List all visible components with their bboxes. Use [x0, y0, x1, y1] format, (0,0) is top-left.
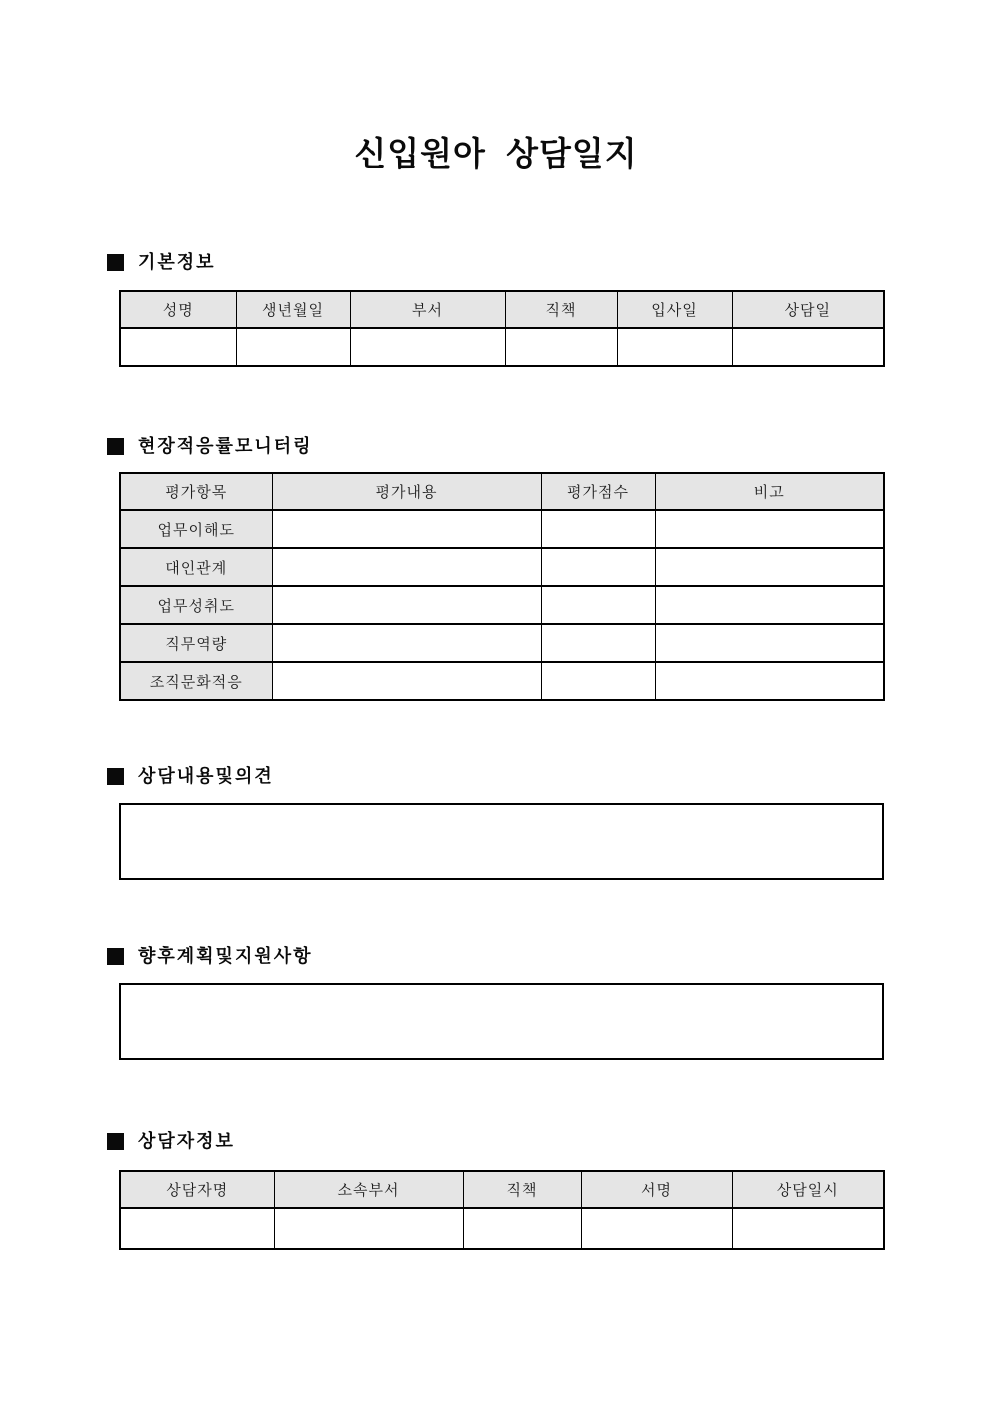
section-header-counseling-notes: [107, 764, 274, 788]
input-cell-eval-content[interactable]: [272, 624, 541, 662]
table-row: [120, 662, 884, 700]
table-header-row: [120, 291, 884, 328]
column-header-position: 직책: [505, 291, 617, 328]
column-header-counselor-department: 소속부서: [274, 1171, 463, 1208]
column-header-remarks: 비고: [655, 473, 884, 510]
column-header-counsel-date: 상담일: [732, 291, 884, 328]
input-cell-counsel-date[interactable]: [732, 328, 884, 366]
table-row: [120, 624, 884, 662]
table-header-row: [120, 1171, 884, 1208]
input-cell-remarks[interactable]: [655, 510, 884, 548]
section-header-monitoring: [107, 434, 313, 458]
row-label-job-competency: 직무역량: [120, 624, 272, 662]
table-row: [120, 328, 884, 366]
row-label-work-understanding: 업무이해도: [120, 510, 272, 548]
table-row: [120, 510, 884, 548]
monitoring-table: [119, 472, 885, 701]
input-cell-eval-score[interactable]: [541, 510, 655, 548]
section-label-monitoring: 현장적응률모니터링: [138, 436, 313, 456]
table-row: [120, 586, 884, 624]
input-cell-hire-date[interactable]: [617, 328, 732, 366]
section-bullet-icon: [107, 768, 124, 785]
row-label-culture-adaptation: 조직문화적응: [120, 662, 272, 700]
section-bullet-icon: [107, 948, 124, 965]
column-header-eval-item: 평가항목: [120, 473, 272, 510]
section-label-counselor-info: 상담자정보: [138, 1131, 235, 1151]
row-label-interpersonal: 대인관계: [120, 548, 272, 586]
input-cell-counsel-datetime[interactable]: [732, 1208, 884, 1249]
input-cell-eval-content[interactable]: [272, 662, 541, 700]
input-cell-eval-score[interactable]: [541, 548, 655, 586]
column-header-department: 부서: [350, 291, 505, 328]
input-cell-eval-score[interactable]: [541, 586, 655, 624]
column-header-counsel-datetime: 상담일시: [732, 1171, 884, 1208]
column-header-eval-score: 평가점수: [541, 473, 655, 510]
input-cell-department[interactable]: [350, 328, 505, 366]
document-title: 신입원아 상담일지: [354, 135, 638, 172]
section-label-future-plans: 향후계획및지원사항: [138, 946, 313, 966]
row-label-work-achievement: 업무성취도: [120, 586, 272, 624]
input-cell-remarks[interactable]: [655, 548, 884, 586]
input-cell-remarks[interactable]: [655, 586, 884, 624]
input-cell-signature[interactable]: [581, 1208, 732, 1249]
column-header-hire-date: 입사일: [617, 291, 732, 328]
input-cell-remarks[interactable]: [655, 624, 884, 662]
input-cell-birthdate[interactable]: [236, 328, 350, 366]
column-header-name: 성명: [120, 291, 236, 328]
input-cell-eval-score[interactable]: [541, 624, 655, 662]
input-cell-eval-content[interactable]: [272, 548, 541, 586]
counseling-notes-box[interactable]: [119, 803, 884, 880]
input-cell-remarks[interactable]: [655, 662, 884, 700]
column-header-signature: 서명: [581, 1171, 732, 1208]
section-header-counselor-info: [107, 1129, 235, 1153]
section-label-counseling-notes: 상담내용및의견: [138, 766, 274, 786]
column-header-birthdate: 생년월일: [236, 291, 350, 328]
input-cell-eval-score[interactable]: [541, 662, 655, 700]
input-cell-counselor-department[interactable]: [274, 1208, 463, 1249]
input-cell-counselor-name[interactable]: [120, 1208, 274, 1249]
input-cell-name[interactable]: [120, 328, 236, 366]
column-header-counselor-position: 직책: [463, 1171, 581, 1208]
column-header-eval-content: 평가내용: [272, 473, 541, 510]
future-plans-box[interactable]: [119, 983, 884, 1060]
section-bullet-icon: [107, 438, 124, 455]
input-cell-counselor-position[interactable]: [463, 1208, 581, 1249]
counselor-info-table: [119, 1170, 885, 1250]
input-cell-position[interactable]: [505, 328, 617, 366]
section-bullet-icon: [107, 1133, 124, 1150]
column-header-counselor-name: 상담자명: [120, 1171, 274, 1208]
table-row: [120, 548, 884, 586]
section-header-future-plans: [107, 944, 313, 968]
table-row: [120, 1208, 884, 1249]
section-label-basic-info: 기본정보: [138, 252, 216, 272]
basic-info-table: [119, 290, 885, 367]
section-header-basic-info: [107, 250, 216, 274]
section-bullet-icon: [107, 254, 124, 271]
input-cell-eval-content[interactable]: [272, 586, 541, 624]
table-header-row: [120, 473, 884, 510]
input-cell-eval-content[interactable]: [272, 510, 541, 548]
